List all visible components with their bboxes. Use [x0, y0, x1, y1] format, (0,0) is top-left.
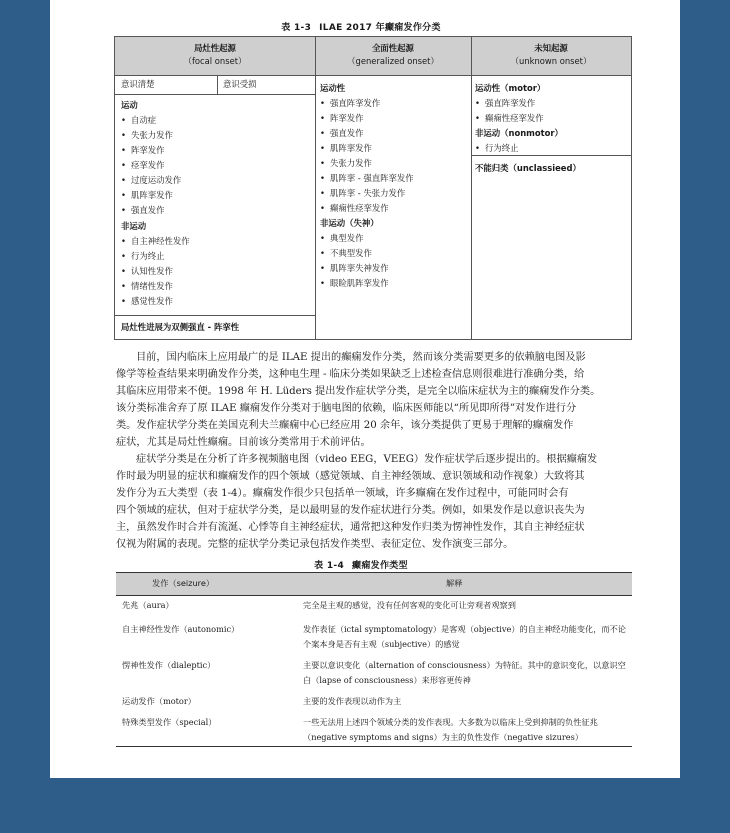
header-generalized-en: （generalized onset）: [347, 56, 439, 66]
focal-footer: 局灶性进展为双侧强直 - 阵挛性: [121, 322, 240, 332]
table-1-3-title: ILAE 2017 年癫痫发作分类: [319, 23, 441, 33]
header-focal-cn: 局灶性起源: [194, 43, 236, 53]
focal-motor-item: • 自动症: [121, 114, 156, 127]
paragraph-line: 症状，尤其是局灶性癫痫。目前该分类常用于术前评估。: [116, 437, 371, 448]
focal-nonmotor-item: • 情绪性发作: [121, 280, 173, 293]
seizure-desc: 主要以意识变化（alternation of consciousness）为特征。其中的意识变化，以意识空白（lapse of consciousness）来形容更传神: [303, 660, 626, 685]
table-1-4-caption: [50, 558, 680, 571]
table-1-4-title: 癫痫发作类型: [352, 561, 408, 571]
paragraph-line: 像学等检查结果来明确发作分类，这种电生理 - 临床分类如果缺乏上述检查信息则很难进行准确分类，给: [116, 369, 585, 380]
generalized-nonmotor-item: • 典型发作: [320, 232, 363, 245]
divider: [315, 37, 316, 339]
focal-nonmotor-item: • 感觉性发作: [121, 295, 173, 308]
table-1-3: [114, 36, 632, 340]
table-bottom-rule: [116, 746, 632, 747]
divider: [115, 315, 315, 316]
focal-nonmotor-item: • 自主神经性发作: [121, 235, 190, 248]
seizure-desc: 一些无法用上述四个领域分类的发作表现。大多数为以临床上受到抑制的负性征兆（negative symptoms and signs）为主的负性发作（negative sizures）: [303, 717, 598, 742]
paragraph-line: 症状学分类是在分析了许多视频脑电图（video EEG，VEEG）发作症状学后逐步提出的。根据癫痫发: [136, 454, 598, 465]
seizure-desc: 完全是主观的感觉，没有任何客观的变化可让旁观者观察到: [303, 600, 516, 610]
paragraph-1: [116, 349, 634, 451]
seizure-type: 特殊类型发作（special）: [122, 717, 217, 727]
paragraph-line: 仅视为附属的表现。完整的症状学分类记录包括发作类型、表征定位、发作演变三部分。: [116, 539, 514, 550]
focal-nonmotor-title: 非运动: [121, 221, 147, 231]
header-unknown: [471, 37, 631, 76]
table-1-3-number: 表 1-3: [281, 23, 312, 33]
generalized-nonmotor-item: • 肌阵挛失神发作: [320, 262, 389, 275]
focal-aware: 意识清楚: [121, 79, 155, 89]
focal-nonmotor-item: • 认知性发作: [121, 265, 173, 278]
generalized-motor-item: • 失张力发作: [320, 157, 372, 170]
generalized-motor-item: • 癫痫性痉挛发作: [320, 202, 389, 215]
divider: [471, 37, 472, 339]
focal-motor-item: • 失张力发作: [121, 129, 173, 142]
generalized-motor-item: • 肌阵挛发作: [320, 142, 372, 155]
table-1-4-header: [116, 572, 632, 596]
seizure-desc: 主要的发作表现以动作为主: [303, 696, 402, 706]
seizure-desc: 发作表征（ictal symptomatology）是客观（objective）的自主神经功能变化，而不论个案本身是否有主观（subjective）的感觉: [303, 624, 626, 649]
unknown-motor-item: • 强直阵挛发作: [475, 97, 535, 110]
generalized-nonmotor-item: • 眼睑肌阵挛发作: [320, 277, 389, 290]
paragraph-line: 其临床应用带来不便。1998 年 H. Lüders 提出发作症状学分类，是完全以临床症状为主的癫痫发作分类。: [116, 386, 601, 397]
generalized-motor-item: • 肌阵挛 - 强直阵挛发作: [320, 172, 414, 185]
focal-nonmotor-item: • 行为终止: [121, 250, 164, 263]
unknown-motor-title: 运动性（motor）: [475, 83, 546, 93]
unknown-motor-item: • 癫痫性痉挛发作: [475, 112, 544, 125]
generalized-motor-item: • 强直发作: [320, 127, 363, 140]
paragraph-line: 发作分为五大类型（表 1-4）。癫痫发作很少只包括单一领域，许多癫痫在发作过程中，可能同时会有: [116, 488, 569, 499]
header-focal-en: （focal onset）: [183, 56, 247, 66]
generalized-nonmotor-title: 非运动（失神）: [320, 218, 379, 228]
table-1-3-caption: [50, 20, 680, 33]
unknown-nonmotor-item: • 行为终止: [475, 142, 518, 155]
header-unknown-en: （unknown onset）: [510, 56, 592, 66]
focal-motor-title: 运动: [121, 100, 138, 110]
seizure-type: 运动发作（motor）: [122, 696, 196, 706]
header-generalized: [315, 37, 471, 76]
generalized-motor-title: 运动性: [320, 83, 346, 93]
header-unknown-cn: 未知起源: [534, 43, 568, 53]
seizure-type: 自主神经性发作（autonomic）: [122, 624, 240, 634]
paragraph-line: 四个领域的症状，但对于症状学分类，是以最明显的发作症状进行分类。例如，如果发作是以意识丧失为: [116, 505, 585, 516]
generalized-motor-item: • 阵挛发作: [320, 112, 363, 125]
paragraph-line: 主，虽然发作时合并有流涎、心悸等自主神经症状，通常把这种发作归类为愣神性发作，其自主神经症状: [116, 522, 585, 533]
generalized-motor-item: • 强直阵挛发作: [320, 97, 380, 110]
unknown-unclassified: 不能归类（unclassieed）: [475, 163, 581, 173]
divider: [471, 155, 631, 156]
divider: [115, 94, 315, 95]
focal-motor-item: • 肌阵挛发作: [121, 189, 173, 202]
focal-impaired: 意识受损: [223, 79, 257, 89]
generalized-nonmotor-item: • 不典型发作: [320, 247, 372, 260]
focal-motor-item: • 强直发作: [121, 204, 164, 217]
divider: [217, 75, 218, 94]
table-1-4-number: 表 1-4: [314, 561, 345, 571]
col-explanation-header: 解释: [446, 578, 463, 588]
paragraph-line: 该分类标准舍弃了原 ILAE 癫痫发作分类对于脑电图的依赖，临床医师能以“所见即所得”对发作进行分: [116, 403, 577, 414]
header-generalized-cn: 全面性起源: [372, 43, 414, 53]
col-seizure-header: 发作（seizure）: [152, 578, 215, 588]
focal-motor-item: • 阵挛发作: [121, 144, 164, 157]
paragraph-line: 目前，国内临床上应用最广的是 ILAE 提出的癫痫发作分类，然而该分类需要更多的依赖脑电图及影: [136, 352, 586, 363]
focal-motor-item: • 痉挛发作: [121, 159, 164, 172]
book-page: [50, 0, 680, 778]
seizure-type: 愣神性发作（dialeptic）: [122, 660, 216, 670]
unknown-nonmotor-title: 非运动（nonmotor）: [475, 128, 563, 138]
generalized-motor-item: • 肌阵挛 - 失张力发作: [320, 187, 405, 200]
focal-motor-item: • 过度运动发作: [121, 174, 181, 187]
paragraph-line: 作时最为明显的症状和癫痫发作的四个领域（感觉领域、自主神经领域、意识领域和动作视象）大致将其: [116, 471, 585, 482]
header-focal: [115, 37, 315, 76]
paragraph-line: 类。发作症状学分类在美国克利夫兰癫痫中心已经应用 20 余年，该分类提供了更易于理解的癫痫发作: [116, 420, 574, 431]
paragraph-2: [116, 451, 634, 553]
seizure-type: 先兆（aura）: [122, 600, 174, 610]
